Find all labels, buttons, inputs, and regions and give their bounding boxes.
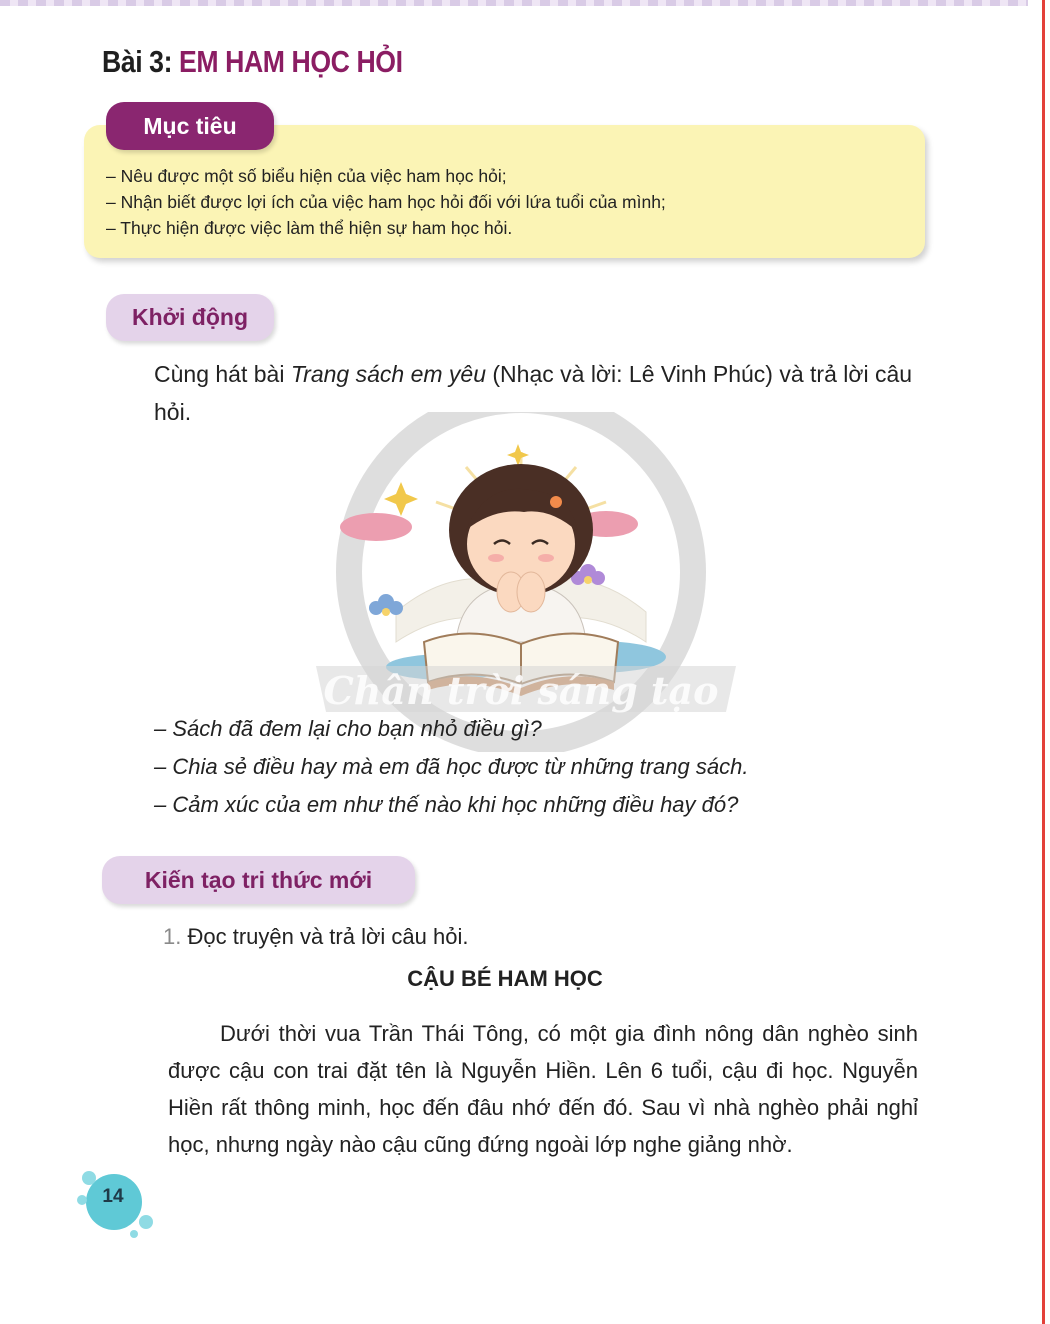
sparkle-icon <box>384 482 418 516</box>
task-number: 1. <box>163 924 182 949</box>
lesson-number: Bài 3: <box>102 44 173 79</box>
objectives-heading: Mục tiêu <box>106 102 274 150</box>
watermark-text: Chân trời sáng tạo <box>323 668 719 713</box>
intro-prefix: Cùng hát bài <box>154 361 291 387</box>
objectives-list <box>106 163 666 241</box>
girl-blush <box>488 554 504 562</box>
girl-hand <box>517 572 545 612</box>
top-decorative-border <box>0 0 1030 6</box>
song-title: Trang sách em yêu <box>290 361 486 387</box>
objective-item: – Thực hiện được việc làm thể hiện sự ham học hỏi. <box>106 218 513 238</box>
pink-cloud <box>340 513 412 541</box>
story-title: CẬU BÉ HAM HỌC <box>407 966 603 991</box>
flower-icon <box>369 594 403 616</box>
girl-blush <box>538 554 554 562</box>
objective-item: – Nêu được một số biểu hiện của việc ham học hỏi; <box>106 166 507 186</box>
question-item: – Sách đã đem lại cho bạn nhỏ điều gì? <box>154 716 542 741</box>
page-number: 14 <box>102 1186 124 1207</box>
girl-reading-illustration <box>296 412 746 752</box>
objective-item: – Nhận biết được lợi ích của việc ham học hỏi đối với lứa tuổi của mình; <box>106 192 666 212</box>
hair-clip <box>550 496 562 508</box>
page-edge <box>1028 0 1050 1324</box>
question-item: – Chia sẻ điều hay mà em đã học được từ những trang sách. <box>154 754 749 779</box>
question-item: – Cảm xúc của em như thế nào khi học những điều hay đó? <box>154 792 739 817</box>
lesson-name: EM HAM HỌC HỎI <box>179 44 403 79</box>
intro-suffix: (Nhạc và lời: Lê Vinh Phúc) và trả lời câu hỏi. <box>154 361 913 425</box>
warmup-questions <box>154 710 748 824</box>
lesson-title <box>102 44 403 80</box>
sparkle-icon <box>507 444 529 466</box>
story-paragraph: Dưới thời vua Trần Thái Tông, có một gia đình nông dân nghèo sinh được cậu con trai đặt tên là Nguyễn Hiền. Lên 6 tuổi, cậu đi học. Nguyễn Hiền rất thông minh, học đến đâu nhớ đến đó. Sau vì nhà nghèo phải nghỉ học, nhưng ngày nào cậu cũng đứng ngoài lớp nghe giảng nhờ. <box>168 1021 918 1157</box>
task-text: Đọc truyện và trả lời câu hỏi. <box>181 924 469 949</box>
task-instruction <box>163 924 468 950</box>
warmup-heading: Khởi động <box>106 294 274 341</box>
knowledge-heading: Kiến tạo tri thức mới <box>102 856 415 904</box>
